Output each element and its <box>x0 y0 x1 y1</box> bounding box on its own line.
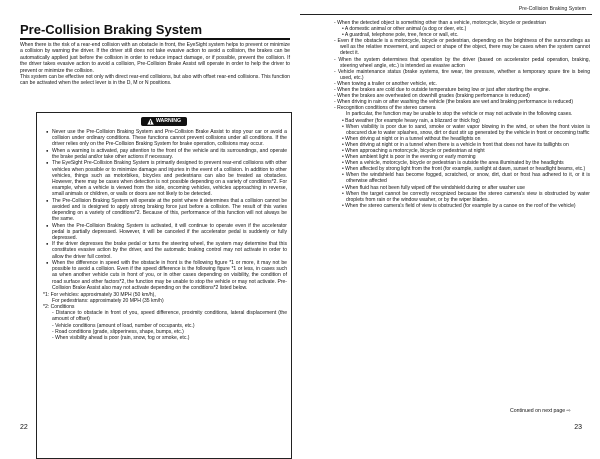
condition-line: • When approaching a motorcycle, bicycle or pedestrian at night <box>342 147 485 154</box>
warning-triangle-icon <box>147 118 154 125</box>
condition-line: - When the detected object is something other than a vehicle, motorcycle, bicycle or pedestrian <box>334 20 546 26</box>
note-1b: For pedestrians: approximately 20 MPH (35 km/h) <box>52 298 164 304</box>
warning-notes <box>43 292 287 341</box>
continued-text: Continued on next page <box>510 408 566 414</box>
warning-box <box>36 112 292 459</box>
warning-badge <box>141 117 187 126</box>
intro-paragraph-2: This system can be effective not only with direct rear-end collisions, but also with offset rear-end collisions. This function can be activated when the select lever is in the D, M or N positions. <box>20 74 290 87</box>
condition-line: In particular, the function may be unable to stop the vehicle or may not activate in the following cases. <box>346 111 573 118</box>
condition-line: • When affected by strong light from the front (for example, sunlight at dawn, sunset or headlight beams, etc.) <box>342 166 586 173</box>
condition-line: • When the windshield has become fogged, scratched, or snow, dirt, dust or frost has adhered to it, or it is otherwise affected <box>342 172 590 185</box>
condition-line: • A guardrail, telephone pole, tree, fence or wall, etc. <box>342 32 459 39</box>
running-header: Pre-Collision Braking System <box>518 6 586 12</box>
condition-line: • When ambient light is poor in the evening or early morning <box>342 154 476 161</box>
condition-line: • When the stereo camera's field of view is obstructed (for example by a canoe on the roof of the vehicle) <box>342 202 576 209</box>
warning-item: ● When the Pre-Collision Braking System is activated, it will continue to operate even if the accelerator pedal is partially depressed. However, it will be canceled if the accelerator pedal is suddenly or fully depressed. <box>47 223 287 241</box>
note-2-item: - Distance to obstacle in front of you, speed difference, proximity conditions, lateral displacement (the amount of offset) <box>52 310 287 323</box>
condition-line: • When driving at night or in a tunnel without the headlights on <box>342 135 481 142</box>
warning-item: ● The EyeSight Pre-Collision Braking System is primarily designed to prevent rear-end collisions with other vehicles when possible or to minimize damage and injuries in the event of a collision. In addition to other vehicles, things such as motorbikes, bicycles and pedestrians can also be treated as obstacles. However, there may be cases when detection is not possible depending on a variety of conditions*2. For example, when a vehicle is viewed from the side, oncoming vehicles, vehicles approaching in reverse, small animals or children, or walls or doors are not likely to be detected. <box>47 160 287 197</box>
note-2-head: *2: Conditions <box>43 304 75 311</box>
condition-line: - Vehicle maintenance status (brake systems, tire wear, tire pressure, whether a temporary spare tire is being used, etc.) <box>334 68 590 81</box>
note-2-item: - Vehicle conditions (amount of load, number of occupants, etc.) <box>52 322 195 329</box>
warning-header <box>37 116 291 126</box>
condition-line: • When the target cannot be correctly recognized because the stereo camera's view is obstructed by water droplets from rain or the window washer, or by the wiper blades. <box>342 190 590 203</box>
header-rule <box>300 14 592 15</box>
note-2-item: - Road conditions (grade, slipperiness, shape, bumps, etc.) <box>52 328 184 335</box>
warning-list <box>47 129 287 291</box>
condition-line: - When the system determines that operation by the driver (based on accelerator pedal operation, braking, steering wheel angle, etc.) is intended as evasive action <box>334 56 590 69</box>
note-2-item: - When visibility ahead is poor (rain, snow, fog or smoke, etc.) <box>52 334 190 341</box>
condition-line: • Bad weather (for example heavy rain, a blizzard or thick fog) <box>342 117 480 124</box>
condition-line: • When a vehicle, motorcycle, bicycle or pedestrian is outside the area illuminated by the headlights <box>342 160 564 167</box>
continued-note <box>510 408 571 414</box>
intro-paragraph-1: When there is the risk of a rear-end collision with an obstacle in front, the EyeSight system helps to prevent or minimize a collision by warning the driver. If the driver still does not take evasive action to avoid a collision, the brakes can be automatically applied just before the collision in order to reduce impact damage, or if possible, prevent the collision. If the driver takes evasive action to avoid a collision, Pre-Collision Brake Assist will operate in order to help the driver to prevent or minimize the collision. <box>20 42 290 74</box>
condition-line: - Recognition conditions of the stereo camera <box>334 105 436 112</box>
warning-item: ● Never use the Pre-Collision Braking System and Pre-Collision Brake Assist to stop your car or avoid a collision under ordinary conditions. These functions cannot prevent collisions under all conditions. If the driver relies only on the Pre-Collision Braking System for brake operation, collisions may occur. <box>47 129 287 147</box>
condition-line: - When towing a trailer or another vehicle, etc. <box>334 80 437 87</box>
warning-item: ● When the difference in speed with the obstacle in front is the following figure *1 or more, it may not be possible to avoid a collision. Even if the speed difference is the following figure *1 or less, in cases such as when another vehicle cuts in front of you, or in other cases depending on visibility, the condition of road surface and other factors*2, the function may be unable to stop the vehicle or may not activate. Pre-Collision Brake Assist also may not activate depending on the conditions*2 listed below. <box>47 260 287 291</box>
continued-arrow-icon: ⇨ <box>566 408 571 414</box>
warning-item: ● When a warning is activated, pay attention to the front of the vehicle and its surroundings, and operate the brake pedal and/or take other actions if necessary. <box>47 148 287 160</box>
condition-line: • When fluid has not been fully wiped off the windshield during or after washer use <box>342 184 525 191</box>
page-title: Pre-Collision Braking System <box>20 22 203 37</box>
page-number-left: 22 <box>20 424 28 431</box>
condition-line: • A domestic animal or other animal (a dog or deer, etc.) <box>342 26 467 33</box>
right-column <box>332 20 590 209</box>
condition-line: - When the brakes are cold due to outside temperature being low or just after starting the engine. <box>334 87 551 94</box>
warning-item: ● If the driver depresses the brake pedal or turns the steering wheel, the system may determine that this constitutes evasive action by the driver, and the automatic braking control may not activate in order to allow the driver full control. <box>47 241 287 259</box>
note-1a: *1: For vehicles: approximately 30 MPH (50 km/h), <box>43 291 156 298</box>
warning-item: ● The Pre-Collision Braking System will operate at the point where it determines that a collision cannot be avoided and is designed to apply strong braking force just before a collision. The result of this varies depending on a variety of conditions*2. Because of this, performance of this function will not always be the same. <box>47 198 287 223</box>
condition-line: • When visibility is poor due to sand, smoke or water vapor blowing in the wind, or when the front vision is obscured due to water splashes, snow, dirt or dust stir up generated by the vehicle in front or oncoming traffic <box>342 123 590 136</box>
warning-label: WARNING <box>155 118 182 124</box>
intro-text <box>20 42 290 87</box>
condition-line: - When the brakes are overheated on downhill grades (braking performance is reduced) <box>334 93 530 100</box>
title-rule <box>20 38 290 40</box>
condition-line: • When driving at night or in a tunnel when there is a vehicle in front that does not have its taillights on <box>342 141 569 148</box>
condition-line: - Even if the obstacle is a motorcycle, bicycle or pedestrian, depending on the brightness of the surroundings as well as the relative movement, and aspect or shape of the object, there may be cases when the system cannot detect it. <box>334 38 590 57</box>
page-number-right: 23 <box>574 424 582 431</box>
condition-line: - When driving in rain or after washing the vehicle (the brakes are wet and braking performance is reduced) <box>334 99 574 106</box>
